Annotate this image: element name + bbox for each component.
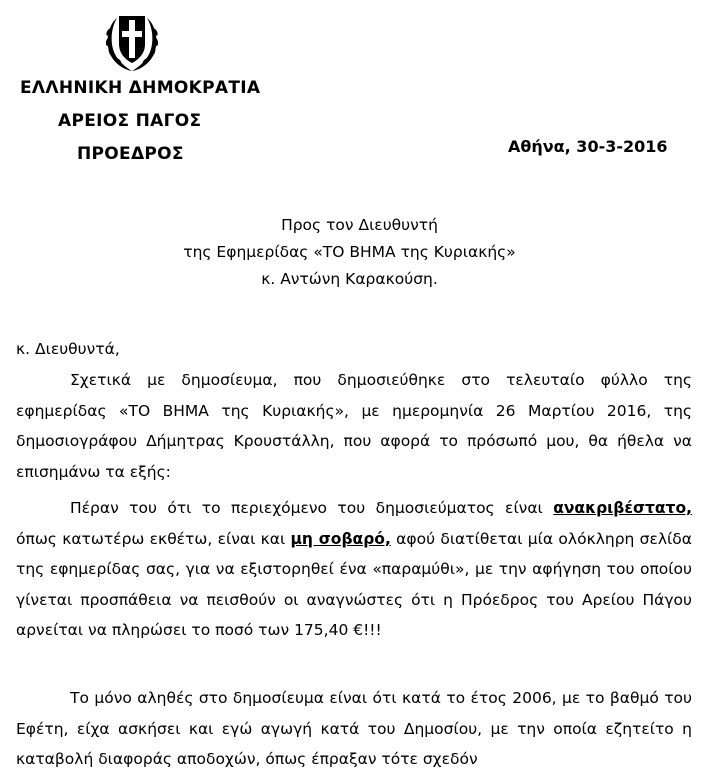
recipient-line-2: της Εφημερίδας «ΤΟ ΒΗΜΑ της Κυριακής» (183, 243, 516, 261)
recipient-line-3: κ. Αντώνη Καρακούση. (261, 270, 438, 288)
paragraph-2-text-b: όπως κατωτέρω εκθέτω, είναι και (16, 529, 291, 548)
paragraph-2-text-a: Πέραν του ότι το περιεχόμενο του δημοσιεύματος είναι (70, 499, 554, 517)
letter-date: Αθήνα, 30-3-2016 (508, 137, 668, 156)
emphasis-inaccurate: ανακριβέστατο, (553, 499, 692, 517)
paragraph-1: Σχετικά με δημοσίευμα, που δημοσιεύθηκε στο τελευταίο φύλλο της εφημερίδας «ΤΟ ΒΗΜΑ της Κυριακής», με ημερομηνία 26 Μαρτίου 2016, της δημοσιογράφου Δήμητρας Κρουστάλλη, που αφορά το πρόσωπό μου, θα ήθελα να επισημάνω τα εξής: (16, 371, 692, 481)
paragraph-2-text-c: αφού διατίθεται μία ολόκληρη σελίδα της εφημερίδας σας, για να εξιστορηθεί ένα «παραμύθι», με την αφήγηση του οποίου γίνεται προσπάθεια να πεισθούν οι αναγνώστες ότι η Πρόεδρος του Αρείου Πάγου αρνείται να πληρώσει το ποσό των 175,40 €!!! (16, 529, 692, 639)
header-country: ΕΛΛΗΝΙΚΗ ΔΗΜΟΚΡΑΤΙΑ (20, 78, 261, 98)
paragraph-3: Το μόνο αληθές στο δημοσίευμα είναι ότι κατά το έτος 2006, με το βαθμό του Εφέτη, είχα ασκήσει και εγώ αγωγή κατά του Δημοσίου, με την οποία εζητείτο η καταβολή διαφοράς αποδοχών, όπως έπραξαν τότε σχεδόν (16, 689, 692, 768)
salutation: κ. Διευθυντά, (16, 340, 120, 358)
header-court: ΑΡΕΙΟΣ ΠΑΓΟΣ (58, 111, 202, 131)
header-office: ΠΡΟΕΔΡΟΣ (77, 144, 184, 164)
recipient-line-1: Προς τον Διευθυντή (281, 216, 438, 234)
greek-coat-of-arms-icon (103, 10, 161, 72)
paragraph-2 (16, 493, 692, 646)
emphasis-not-serious: μη σοβαρό, (290, 529, 391, 548)
